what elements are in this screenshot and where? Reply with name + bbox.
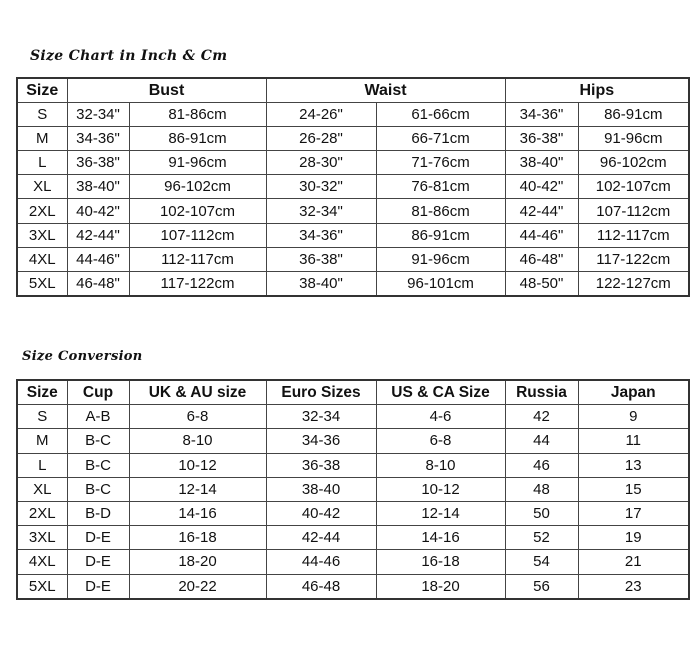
table-cell: D-E [67, 550, 129, 574]
table-cell: 46-48 [266, 574, 376, 599]
size-cell: 5XL [17, 574, 67, 599]
table-cell: 10-12 [129, 453, 266, 477]
size-conversion-header-row [17, 380, 689, 405]
table-cell: 14-16 [376, 526, 505, 550]
table-cell: 14-16 [129, 501, 266, 525]
table-cell: 32-34 [266, 405, 376, 429]
size-chart-header-row [17, 78, 689, 103]
table-row [17, 127, 689, 151]
size-cell: S [17, 103, 67, 127]
table-cell: 56 [505, 574, 578, 599]
table-cell: 28-30" [266, 151, 376, 175]
size-cell: L [17, 453, 67, 477]
size-cell: 3XL [17, 223, 67, 247]
table-cell: 16-18 [129, 526, 266, 550]
table-cell: 40-42 [266, 501, 376, 525]
table-cell: 91-96cm [578, 127, 689, 151]
table-cell: 107-112cm [578, 199, 689, 223]
size-cell: 4XL [17, 550, 67, 574]
table-cell: 23 [578, 574, 689, 599]
table-cell: 34-36" [505, 103, 578, 127]
table-cell: 6-8 [129, 405, 266, 429]
table-cell: 91-96cm [129, 151, 266, 175]
table-cell: 112-117cm [578, 223, 689, 247]
table-cell: 13 [578, 453, 689, 477]
table-cell: 18-20 [376, 574, 505, 599]
table-cell: 24-26" [266, 103, 376, 127]
table-cell: 117-122cm [129, 271, 266, 296]
table-cell: B-D [67, 501, 129, 525]
header-hips: Hips [505, 78, 689, 103]
table-cell: 48 [505, 477, 578, 501]
size-cell: 2XL [17, 501, 67, 525]
table-cell: 21 [578, 550, 689, 574]
table-cell: 91-96cm [376, 247, 505, 271]
table-cell: 9 [578, 405, 689, 429]
table-cell: A-B [67, 405, 129, 429]
table-cell: 46 [505, 453, 578, 477]
size-cell: XL [17, 175, 67, 199]
size-cell: 3XL [17, 526, 67, 550]
size-cell: M [17, 429, 67, 453]
table-cell: 16-18 [376, 550, 505, 574]
table-cell: 32-34" [266, 199, 376, 223]
table-cell: 38-40" [67, 175, 129, 199]
table-row [17, 199, 689, 223]
size-cell: 2XL [17, 199, 67, 223]
table-row [17, 223, 689, 247]
table-cell: 12-14 [129, 477, 266, 501]
table-cell: 86-91cm [376, 223, 505, 247]
size-chart-title: Size Chart in Inch & Cm [30, 48, 228, 64]
table-cell: D-E [67, 574, 129, 599]
header-size: Size [17, 380, 67, 405]
table-cell: 44-46" [67, 247, 129, 271]
table-cell: 42-44 [266, 526, 376, 550]
table-cell: 34-36" [67, 127, 129, 151]
table-cell: 66-71cm [376, 127, 505, 151]
table-cell: 50 [505, 501, 578, 525]
table-cell: 8-10 [129, 429, 266, 453]
table-cell: 81-86cm [376, 199, 505, 223]
size-conversion-body [17, 405, 689, 599]
table-cell: 52 [505, 526, 578, 550]
table-cell: 42-44" [67, 223, 129, 247]
table-cell: 96-102cm [578, 151, 689, 175]
table-row [17, 453, 689, 477]
table-cell: 96-102cm [129, 175, 266, 199]
table-cell: 36-38" [505, 127, 578, 151]
table-cell: 46-48" [67, 271, 129, 296]
table-cell: 61-66cm [376, 103, 505, 127]
size-cell: XL [17, 477, 67, 501]
table-cell: 10-12 [376, 477, 505, 501]
header-cup: Cup [67, 380, 129, 405]
table-cell: 34-36 [266, 429, 376, 453]
header-japan: Japan [578, 380, 689, 405]
table-cell: 8-10 [376, 453, 505, 477]
table-row [17, 574, 689, 599]
table-cell: 30-32" [266, 175, 376, 199]
table-cell: 12-14 [376, 501, 505, 525]
size-conversion-table [16, 379, 690, 600]
table-row [17, 550, 689, 574]
table-cell: 6-8 [376, 429, 505, 453]
table-cell: 76-81cm [376, 175, 505, 199]
table-row [17, 271, 689, 296]
header-us-ca: US & CA Size [376, 380, 505, 405]
table-cell: 42 [505, 405, 578, 429]
size-cell: L [17, 151, 67, 175]
size-chart-table [16, 77, 690, 297]
table-cell: 19 [578, 526, 689, 550]
table-row [17, 429, 689, 453]
table-cell: 18-20 [129, 550, 266, 574]
size-chart-body [17, 103, 689, 296]
size-cell: 4XL [17, 247, 67, 271]
table-cell: 46-48" [505, 247, 578, 271]
table-cell: 15 [578, 477, 689, 501]
header-bust: Bust [67, 78, 266, 103]
table-cell: 102-107cm [578, 175, 689, 199]
table-cell: 42-44" [505, 199, 578, 223]
size-cell: 5XL [17, 271, 67, 296]
table-cell: 4-6 [376, 405, 505, 429]
table-cell: 38-40 [266, 477, 376, 501]
size-conversion-title: Size Conversion [22, 349, 143, 364]
table-row [17, 175, 689, 199]
table-row [17, 477, 689, 501]
table-cell: 34-36" [266, 223, 376, 247]
table-cell: 86-91cm [129, 127, 266, 151]
table-cell: 38-40" [505, 151, 578, 175]
table-cell: 86-91cm [578, 103, 689, 127]
header-size: Size [17, 78, 67, 103]
table-cell: 48-50" [505, 271, 578, 296]
table-cell: 36-38" [266, 247, 376, 271]
table-cell: 107-112cm [129, 223, 266, 247]
table-cell: 32-34" [67, 103, 129, 127]
table-row [17, 526, 689, 550]
table-cell: 96-101cm [376, 271, 505, 296]
table-cell: B-C [67, 429, 129, 453]
table-cell: B-C [67, 453, 129, 477]
header-uk-au: UK & AU size [129, 380, 266, 405]
header-waist: Waist [266, 78, 505, 103]
table-cell: 26-28" [266, 127, 376, 151]
table-cell: 20-22 [129, 574, 266, 599]
table-cell: 44-46 [266, 550, 376, 574]
table-cell: B-C [67, 477, 129, 501]
table-row [17, 405, 689, 429]
header-euro: Euro Sizes [266, 380, 376, 405]
table-cell: 102-107cm [129, 199, 266, 223]
table-cell: 112-117cm [129, 247, 266, 271]
table-cell: 40-42" [505, 175, 578, 199]
table-cell: D-E [67, 526, 129, 550]
table-cell: 81-86cm [129, 103, 266, 127]
table-cell: 17 [578, 501, 689, 525]
table-cell: 36-38 [266, 453, 376, 477]
table-cell: 117-122cm [578, 247, 689, 271]
table-cell: 44 [505, 429, 578, 453]
table-row [17, 247, 689, 271]
size-cell: S [17, 405, 67, 429]
table-cell: 36-38" [67, 151, 129, 175]
table-cell: 122-127cm [578, 271, 689, 296]
table-cell: 44-46" [505, 223, 578, 247]
table-cell: 40-42" [67, 199, 129, 223]
header-russia: Russia [505, 380, 578, 405]
table-cell: 71-76cm [376, 151, 505, 175]
table-cell: 38-40" [266, 271, 376, 296]
table-row [17, 501, 689, 525]
table-row [17, 103, 689, 127]
table-row [17, 151, 689, 175]
table-cell: 54 [505, 550, 578, 574]
table-cell: 11 [578, 429, 689, 453]
size-cell: M [17, 127, 67, 151]
